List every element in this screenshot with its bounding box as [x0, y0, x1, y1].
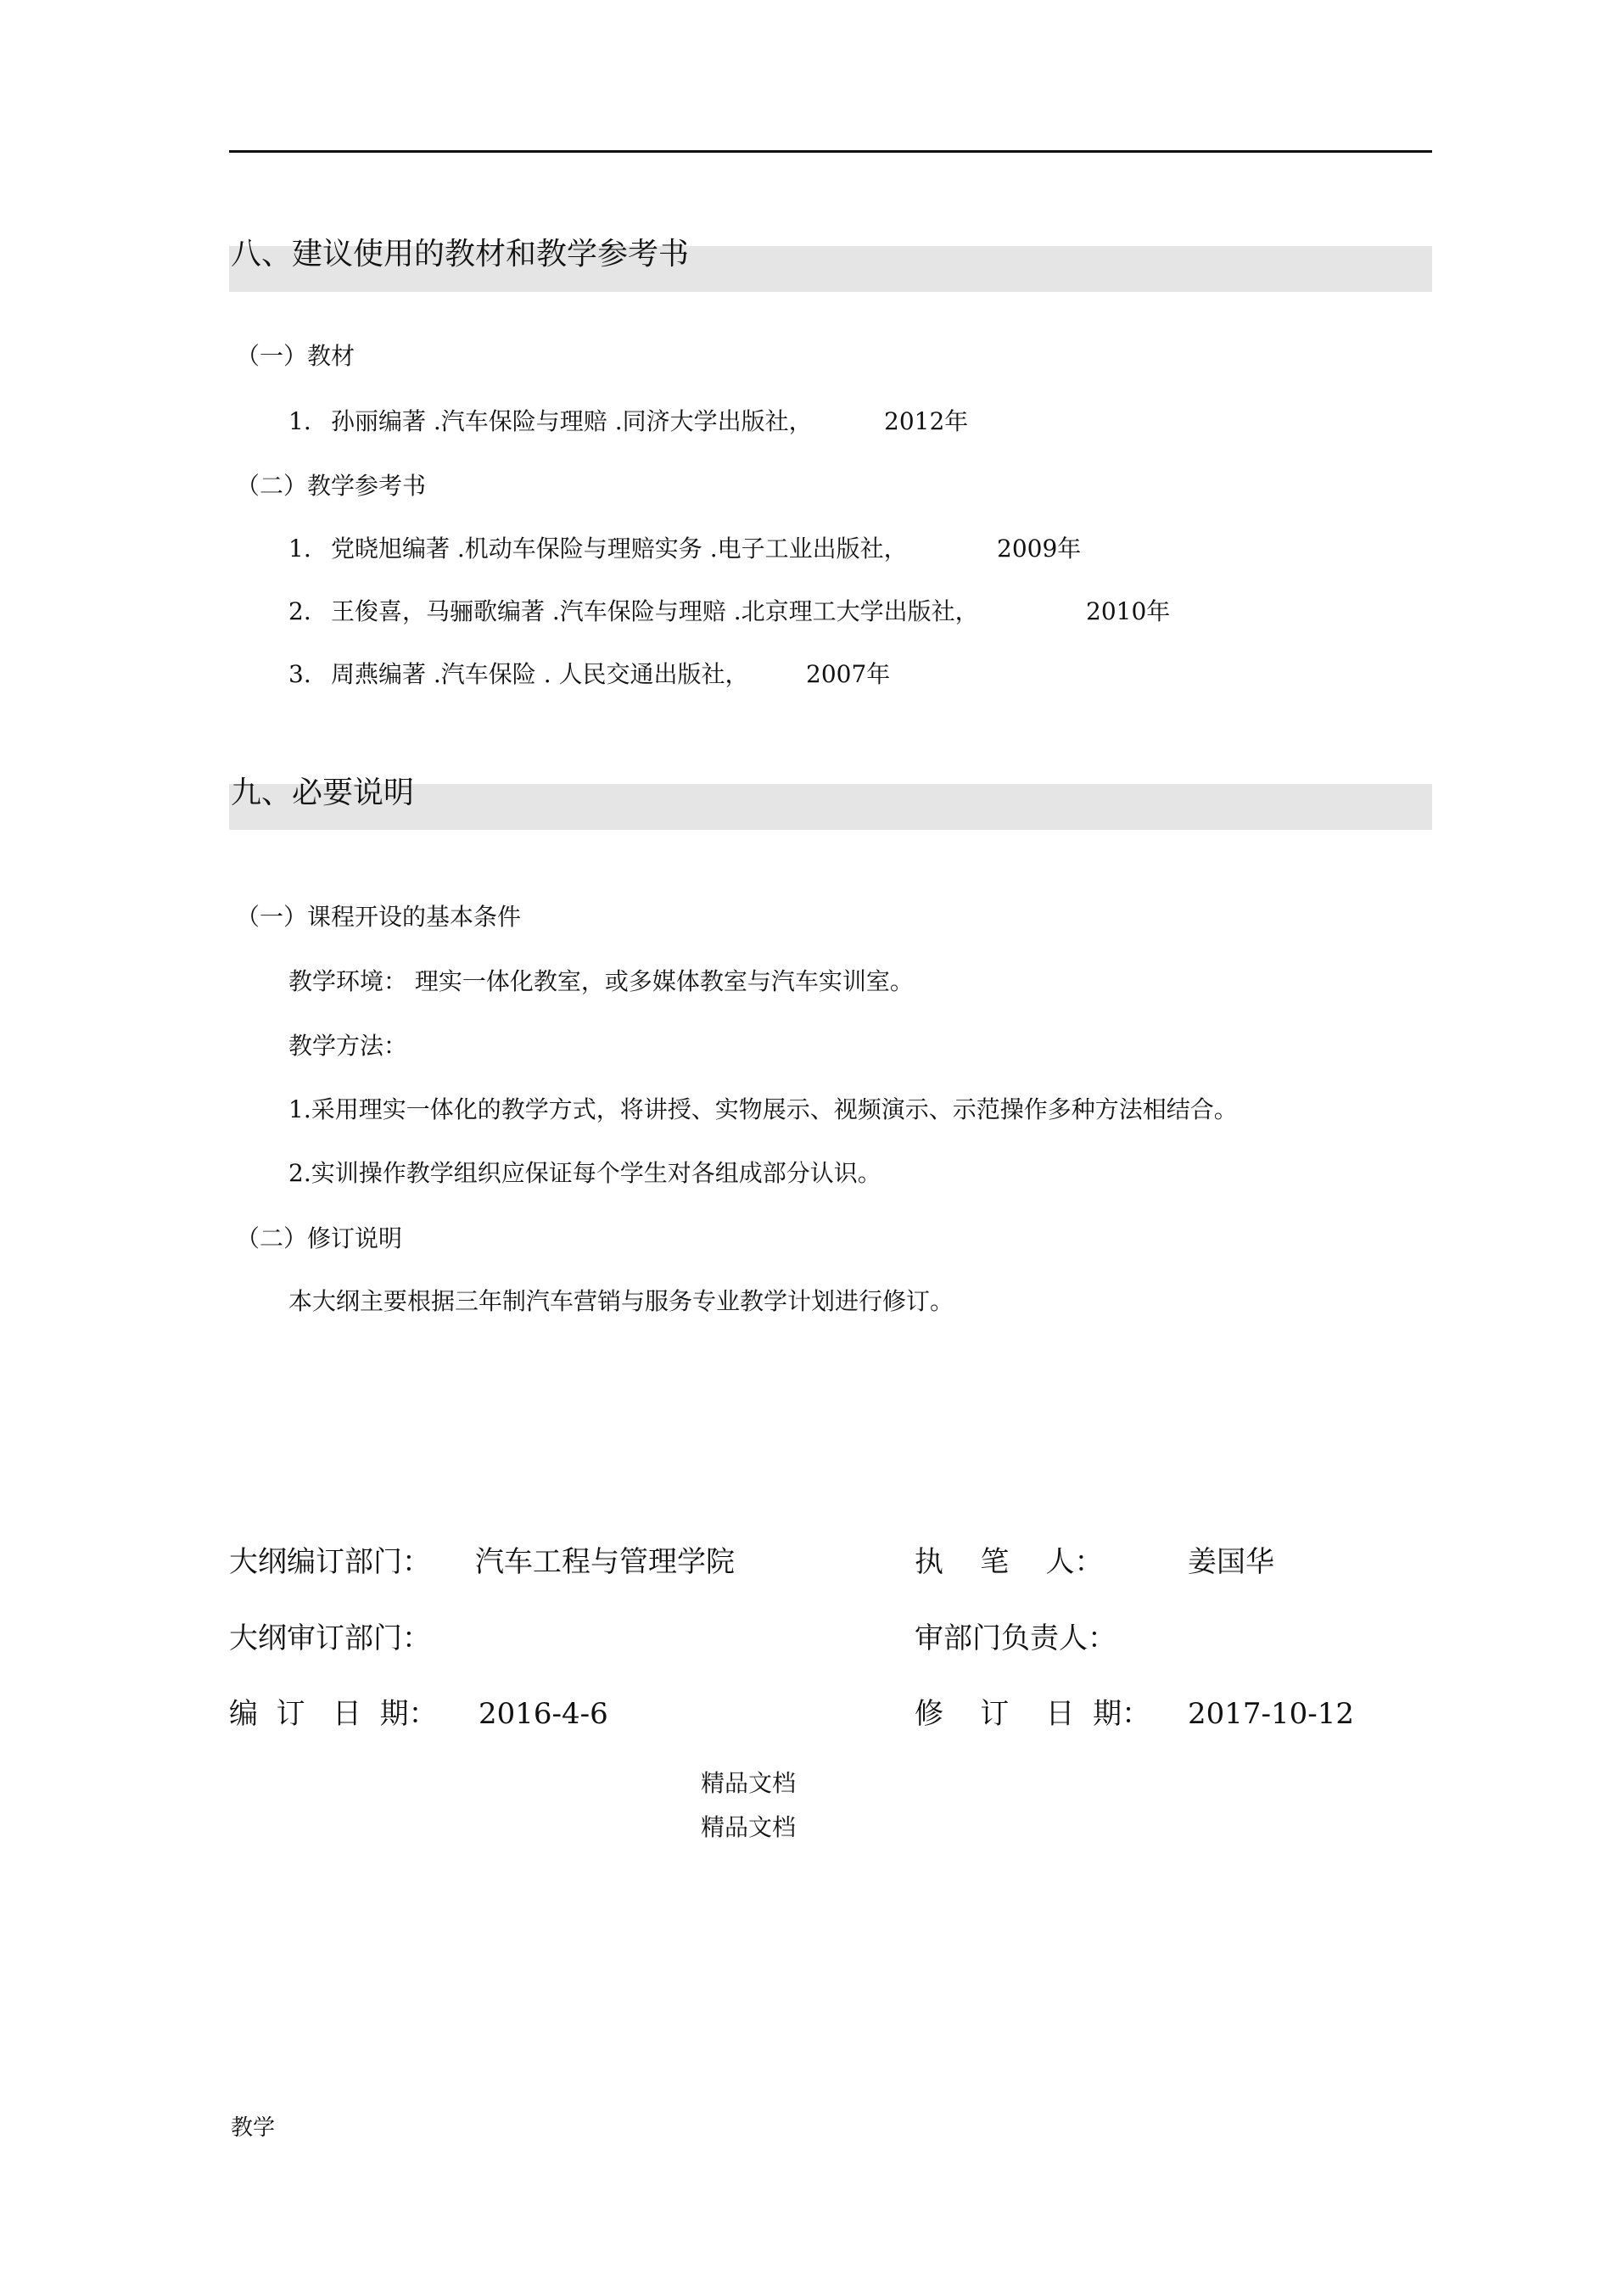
- revision-note: 本大纲主要根据三年制汽车营销与服务专业教学计划进行修订。: [288, 1287, 954, 1315]
- top-rule: [229, 150, 1432, 153]
- reference-item-number: 1.: [288, 535, 311, 563]
- textbook-item-number: 1.: [288, 407, 311, 435]
- reference-item-text: 王俊喜，马骊歌编著 .汽车保险与理赔 .北京理工大学出版社，: [331, 597, 979, 625]
- conditions-heading: （一）课程开设的基本条件: [236, 903, 522, 931]
- section-8-title: 八、建议使用的教材和教学参考书: [231, 237, 690, 272]
- revise-date-label: 修 订 日 期：: [915, 1697, 1151, 1731]
- compiling-dept-label: 大纲编订部门：: [229, 1545, 431, 1579]
- review-dept-head-label: 审部门负责人：: [915, 1621, 1117, 1655]
- review-dept-label: 大纲审订部门：: [229, 1621, 431, 1655]
- compile-date-label: 编 订 日 期：: [229, 1697, 438, 1731]
- reference-item-number: 2.: [288, 597, 311, 625]
- compiling-dept-value: 汽车工程与管理学院: [475, 1545, 735, 1579]
- watermark-text: 精品文档: [701, 1813, 797, 1841]
- references-heading: （二）教学参考书: [236, 472, 427, 500]
- page-footer: 教学: [231, 2115, 276, 2141]
- textbooks-heading: （一）教材: [236, 342, 355, 370]
- writer-label: 执 笔 人：: [915, 1545, 1104, 1579]
- reference-item-year: 2009年: [997, 535, 1082, 563]
- teaching-method-1: 1.采用理实一体化的教学方式，将讲授、实物展示、视频演示、示范操作多种方法相结合。: [288, 1095, 1238, 1123]
- reference-item-text: 周燕编著 .汽车保险 . 人民交通出版社，: [331, 660, 749, 688]
- reference-item-text: 党晓旭编著 .机动车保险与理赔实务 .电子工业出版社，: [331, 535, 908, 563]
- teaching-environment: 教学环境： 理实一体化教室，或多媒体教室与汽车实训室。: [288, 967, 914, 995]
- revise-date-value: 2017-10-12: [1188, 1697, 1355, 1731]
- section-9-title: 九、必要说明: [231, 776, 415, 810]
- textbook-item-text: 孙丽编著 .汽车保险与理赔 .同济大学出版社，: [331, 407, 813, 435]
- writer-value: 姜国华: [1188, 1545, 1274, 1579]
- reference-item-year: 2010年: [1086, 597, 1171, 625]
- reference-item-number: 3.: [288, 660, 311, 688]
- revision-heading: （二）修订说明: [236, 1224, 403, 1252]
- reference-item-year: 2007年: [806, 660, 891, 688]
- teaching-method-2: 2.实训操作教学组织应保证每个学生对各组成部分认识。: [288, 1159, 881, 1187]
- watermark-text: 精品文档: [701, 1769, 797, 1797]
- teaching-methods-label: 教学方法：: [288, 1032, 408, 1060]
- compile-date-value: 2016-4-6: [479, 1697, 608, 1731]
- textbook-item-year: 2012年: [884, 407, 969, 435]
